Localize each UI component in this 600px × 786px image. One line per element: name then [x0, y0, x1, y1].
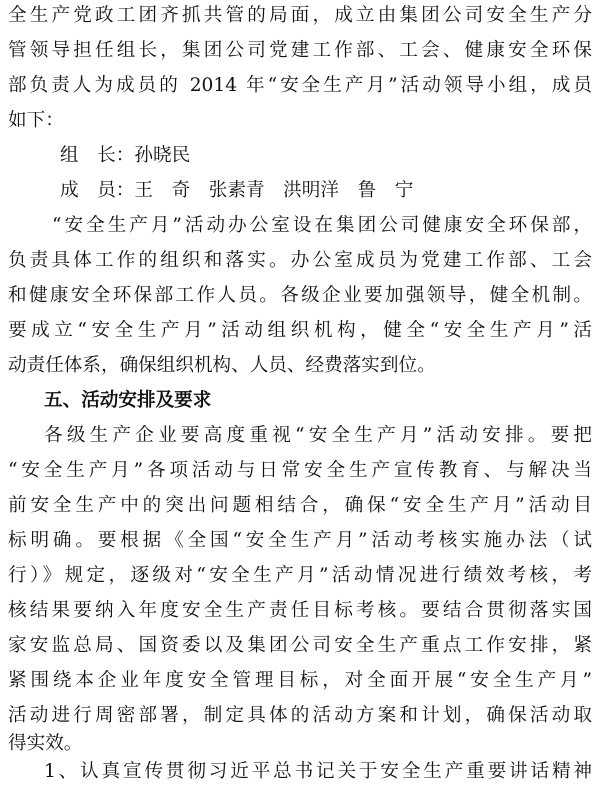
- text-line-2: 管领导担任组长，集团公司党建工作部、工会、健康安全环保: [8, 40, 592, 61]
- text-line-11: 动责任体系，确保组织机构、人员、经费落实到位。: [8, 355, 436, 376]
- text-line-19: 家安监总局、国资委以及集团公司安全生产重点工作安排，紧: [8, 635, 592, 656]
- text-line-16: 标明确。要根据《全国“安全生产月”活动考核实施办法（试: [8, 530, 592, 551]
- text-line-13: 各级生产企业要高度重视“安全生产月”活动安排。要把: [44, 425, 592, 446]
- text-line-17: 行）》规定，逐级对“安全生产月”活动情况进行绩效考核，考: [8, 565, 592, 586]
- text-line-22: 得实效。: [8, 733, 83, 754]
- text-line-9: 和健康安全环保部工作人员。各级企业要加强领导，健全机制。: [8, 285, 592, 306]
- text-line-10: 要成立“安全生产月”活动组织机构，健全“安全生产月”活: [8, 320, 592, 341]
- text-line-8: 负责具体工作的组织和落实。办公室成员为党建工作部、工会: [8, 250, 592, 271]
- text-line-15: 前安全生产中的突出问题相结合，确保“安全生产月”活动目: [8, 495, 592, 516]
- text-line-18: 核结果要纳入年度安全生产责任目标考核。要结合贯彻落实国: [8, 600, 592, 621]
- sub-item-heading: 1、认真宣传贯彻习近平总书记关于安全生产重要讲话精神: [44, 761, 592, 782]
- text-line-3: 部负责人为成员的 2014 年“安全生产月”活动领导小组，成员: [8, 75, 592, 96]
- group-leader-line: 组 长：孙晓民: [60, 145, 191, 166]
- text-line-14: “安全生产月”各项活动与日常安全生产宣传教育、与解决当: [8, 460, 592, 481]
- text-line-4: 如下：: [8, 110, 64, 131]
- group-members-line: 成 员：王 奇 张素青 洪明洋 鲁 宁: [60, 180, 414, 201]
- text-line-7: “安全生产月”活动办公室设在集团公司健康安全环保部，: [52, 215, 592, 236]
- text-line-21: 活动进行周密部署，制定具体的活动方案和计划，确保活动取: [8, 705, 592, 726]
- section-heading: 五、活动安排及要求: [44, 390, 212, 411]
- text-line-20: 紧围绕本企业年度安全管理目标，对全面开展“安全生产月”: [8, 670, 592, 691]
- text-line-1: 全生产党政工团齐抓共管的局面，成立由集团公司安全生产分: [8, 5, 592, 26]
